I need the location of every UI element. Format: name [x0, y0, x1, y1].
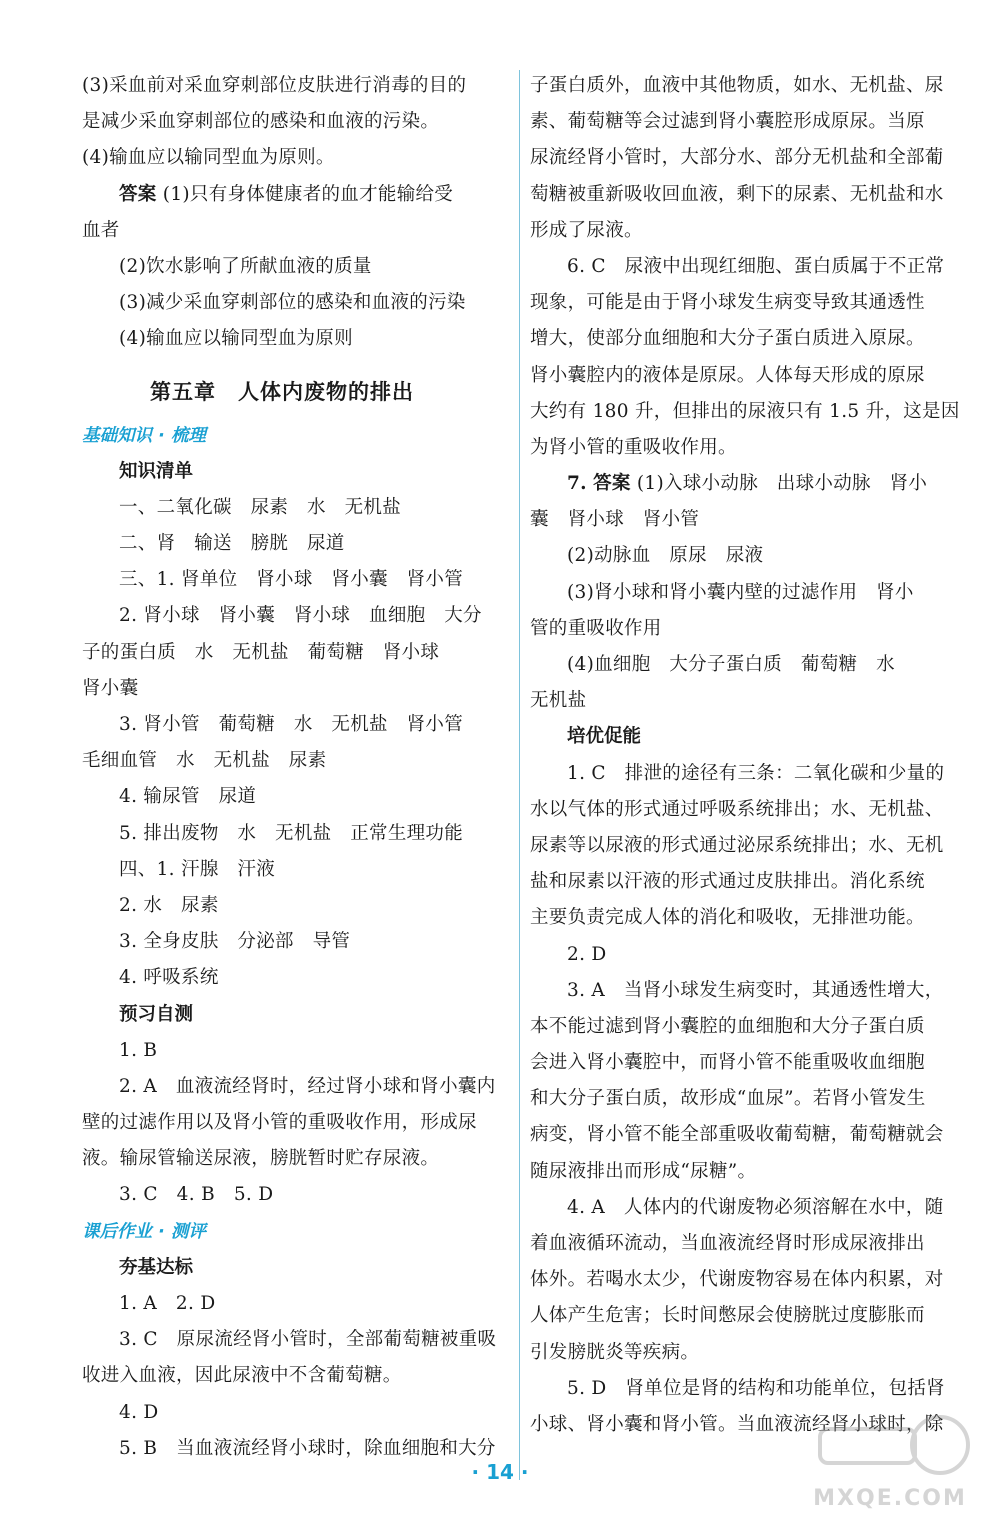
text-line: 水以气体的形式通过呼吸系统排出；水、无机盐、 [530, 798, 944, 820]
text-line: 和大分子蛋白质，故形成“血尿”。若肾小管发生 [530, 1088, 926, 1110]
text-line: 1. B [119, 1039, 158, 1061]
text-line: 2. 水 尿素 [119, 894, 219, 916]
text-line: 小球、肾小囊和肾小管。当血液流经肾小球时，除 [530, 1413, 944, 1435]
text-line: 收进入血液，因此尿液中不含葡萄糖。 [82, 1365, 402, 1387]
section-heading-basic: 基础知识 · 梳理 [82, 425, 206, 446]
text-line: 4. 呼吸系统 [119, 967, 219, 989]
text-line: (2)动脉血 原尿 尿液 [567, 545, 764, 567]
text-line: 着血液循环流动，当血液流经肾时形成尿液排出 [530, 1233, 925, 1254]
text-line: 3. C 原尿流经肾小管时，全部葡萄糖被重吸 [119, 1329, 497, 1351]
text-line: 3. C 4. B 5. D [119, 1184, 274, 1206]
answer-item: (3)减少采血穿刺部位的感染和血液的污染 [119, 292, 466, 314]
q7-line [530, 466, 950, 502]
q7-answer-label: 答案 [593, 473, 631, 495]
column-divider [519, 70, 520, 1480]
text-line: 病变，肾小管不能全部重吸收葡萄糖，葡萄糖就会 [530, 1124, 944, 1146]
text-line: 是减少采血穿刺部位的感染和血液的污染。 [82, 111, 440, 133]
text-line: 4. A 人体内的代谢废物必须溶解在水中，随 [567, 1196, 944, 1218]
text-line: 会进入肾小囊腔中，而肾小管不能重吸收血细胞 [530, 1052, 925, 1074]
knowledge-list [82, 490, 482, 997]
text-line: 现象，可能是由于肾小球发生病变导致其通透性 [530, 292, 925, 314]
answer-item: (2)饮水影响了所献血液的质量 [119, 255, 372, 277]
text-line: 尿素等以尿液的形式通过泌尿系统排出；水、无机 [530, 834, 944, 856]
left-column [82, 68, 497, 1467]
basic-title: 夯基达标 [119, 1256, 194, 1278]
text-line: 2. D [567, 943, 607, 965]
right-column [530, 68, 960, 1443]
text-line: 3. 全身皮肤 分泌部 导管 [119, 931, 351, 953]
text-line: 肾小囊腔内的液体是原尿。人体每天形成的原尿 [530, 364, 925, 386]
text-line: 4. D [119, 1401, 159, 1423]
text-line: 管的重吸收作用 [530, 617, 662, 639]
text-line: 为肾小管的重吸收作用。 [530, 436, 737, 458]
text-line: 三、1. 肾单位 肾小球 肾小囊 肾小管 [119, 569, 464, 591]
text-line: 主要负责完成人体的消化和吸收，无排泄功能。 [530, 907, 925, 929]
text-line: 体外。若喝水太少，代谢废物容易在体内积累，对 [530, 1269, 944, 1291]
watermark-logo [800, 1411, 980, 1511]
watermark-emblem-icon [800, 1411, 980, 1481]
text-line: 毛细血管 水 无机盐 尿素 [82, 750, 327, 772]
text-line: 1. C 排泄的途径有三条：二氧化碳和少量的 [567, 762, 945, 784]
text-line: 2. A 血液流经肾时，经过肾小球和肾小囊内 [119, 1075, 496, 1097]
text-line: 壁的过滤作用以及肾小管的重吸收作用，形成尿 [82, 1112, 477, 1134]
text-line: 形成了尿液。 [530, 219, 643, 241]
text-line: 3. A 当肾小球发生病变时，其通透性增大， [567, 979, 944, 1001]
text-line: 一、二氧化碳 尿素 水 无机盐 [119, 496, 402, 518]
text-line: 2. 肾小球 肾小囊 肾小球 血细胞 大分 [119, 605, 482, 627]
text-line: 素、葡萄糖等会过滤到肾小囊腔形成原尿。当原 [530, 111, 925, 133]
section-heading-homework: 课后作业 · 测评 [82, 1221, 206, 1242]
text-line: 尿流经肾小管时，大部分水、部分无机盐和全部葡 [530, 147, 944, 169]
preview-list [82, 1033, 496, 1214]
text-line: 3. 肾小管 葡萄糖 水 无机盐 肾小管 [119, 714, 464, 735]
text-line: (4)输血应以输同型血为原则。 [82, 147, 335, 169]
answer-text: (1)只有身体健康者的血才能输给受 [162, 183, 454, 205]
text-line: 5. B 当血液流经肾小球时，除血细胞和大分 [119, 1437, 496, 1459]
text-line: (3)采血前对采血穿刺部位皮肤进行消毒的目的 [82, 75, 467, 96]
text-line: 盐和尿素以汗液的形式通过皮肤排出。消化系统 [530, 871, 925, 893]
preview-title: 预习自测 [119, 1003, 194, 1025]
text-line: 肾小囊 [82, 677, 139, 699]
text-line: 6. C 尿液中出现红细胞、蛋白质属于不正常 [567, 255, 945, 277]
text-line: (3)肾小球和肾小囊内壁的过滤作用 肾小 [567, 581, 914, 603]
chapter-title: 第五章 人体内废物的排出 [150, 379, 414, 404]
right-text-block [530, 68, 960, 466]
text-line: 血者 [82, 219, 120, 241]
page-number: · 14 · [471, 1460, 529, 1484]
text-line: 引发膀胱炎等疾病。 [530, 1341, 700, 1363]
q7-number: 7. [567, 473, 587, 495]
q7-answer-text: (1)入球小动脉 出球小动脉 肾小 [636, 473, 928, 495]
answer-line [82, 177, 482, 213]
text-line: 大约有 180 升，但排出的尿液只有 1.5 升，这是因 [530, 400, 960, 422]
text-line: 随尿液排出而形成“尿糖”。 [530, 1160, 757, 1182]
text-line: 本不能过滤到肾小囊腔的血细胞和大分子蛋白质 [530, 1015, 925, 1037]
text-line: 5. D 肾单位是肾的结构和功能单位，包括肾 [567, 1377, 945, 1399]
text-line: 液。输尿管输送尿液，膀胱暂时贮存尿液。 [82, 1148, 440, 1170]
right-text-block [530, 756, 950, 1444]
text-line: 子的蛋白质 水 无机盐 葡萄糖 肾小球 [82, 641, 440, 663]
answer-item: (4)输血应以输同型血为原则 [119, 328, 353, 350]
text-line: 萄糖被重新吸收回血液，剩下的尿素、无机盐和水 [530, 183, 944, 205]
text-line: 1. A 2. D [119, 1293, 216, 1314]
text-line: 4. 输尿管 尿道 [119, 786, 257, 808]
text-line: 子蛋白质外，血液中其他物质，如水、无机盐、尿 [530, 75, 944, 96]
text-line: 无机盐 [530, 690, 587, 712]
text-line: 增大，使部分血细胞和大分子蛋白质进入原尿。 [530, 328, 925, 350]
knowledge-list-title: 知识清单 [119, 460, 194, 482]
right-text-block [530, 502, 950, 719]
text-line: 二、肾 输送 膀胱 尿道 [119, 533, 345, 555]
text-line: 四、1. 汗腺 汗液 [119, 858, 276, 880]
basic-list [82, 1286, 497, 1467]
advanced-title: 培优促能 [567, 726, 642, 748]
text-line: (4)血细胞 大分子蛋白质 葡萄糖 水 [567, 654, 895, 675]
text-line: 人体产生危害；长时间憋尿会使膀胱过度膨胀而 [530, 1305, 925, 1327]
text-line: 5. 排出废物 水 无机盐 正常生理功能 [119, 822, 464, 844]
watermark-text: MXQE.COM [813, 1486, 967, 1511]
answer-label: 答案 [119, 183, 157, 205]
text-line: 囊 肾小球 肾小管 [530, 509, 700, 531]
